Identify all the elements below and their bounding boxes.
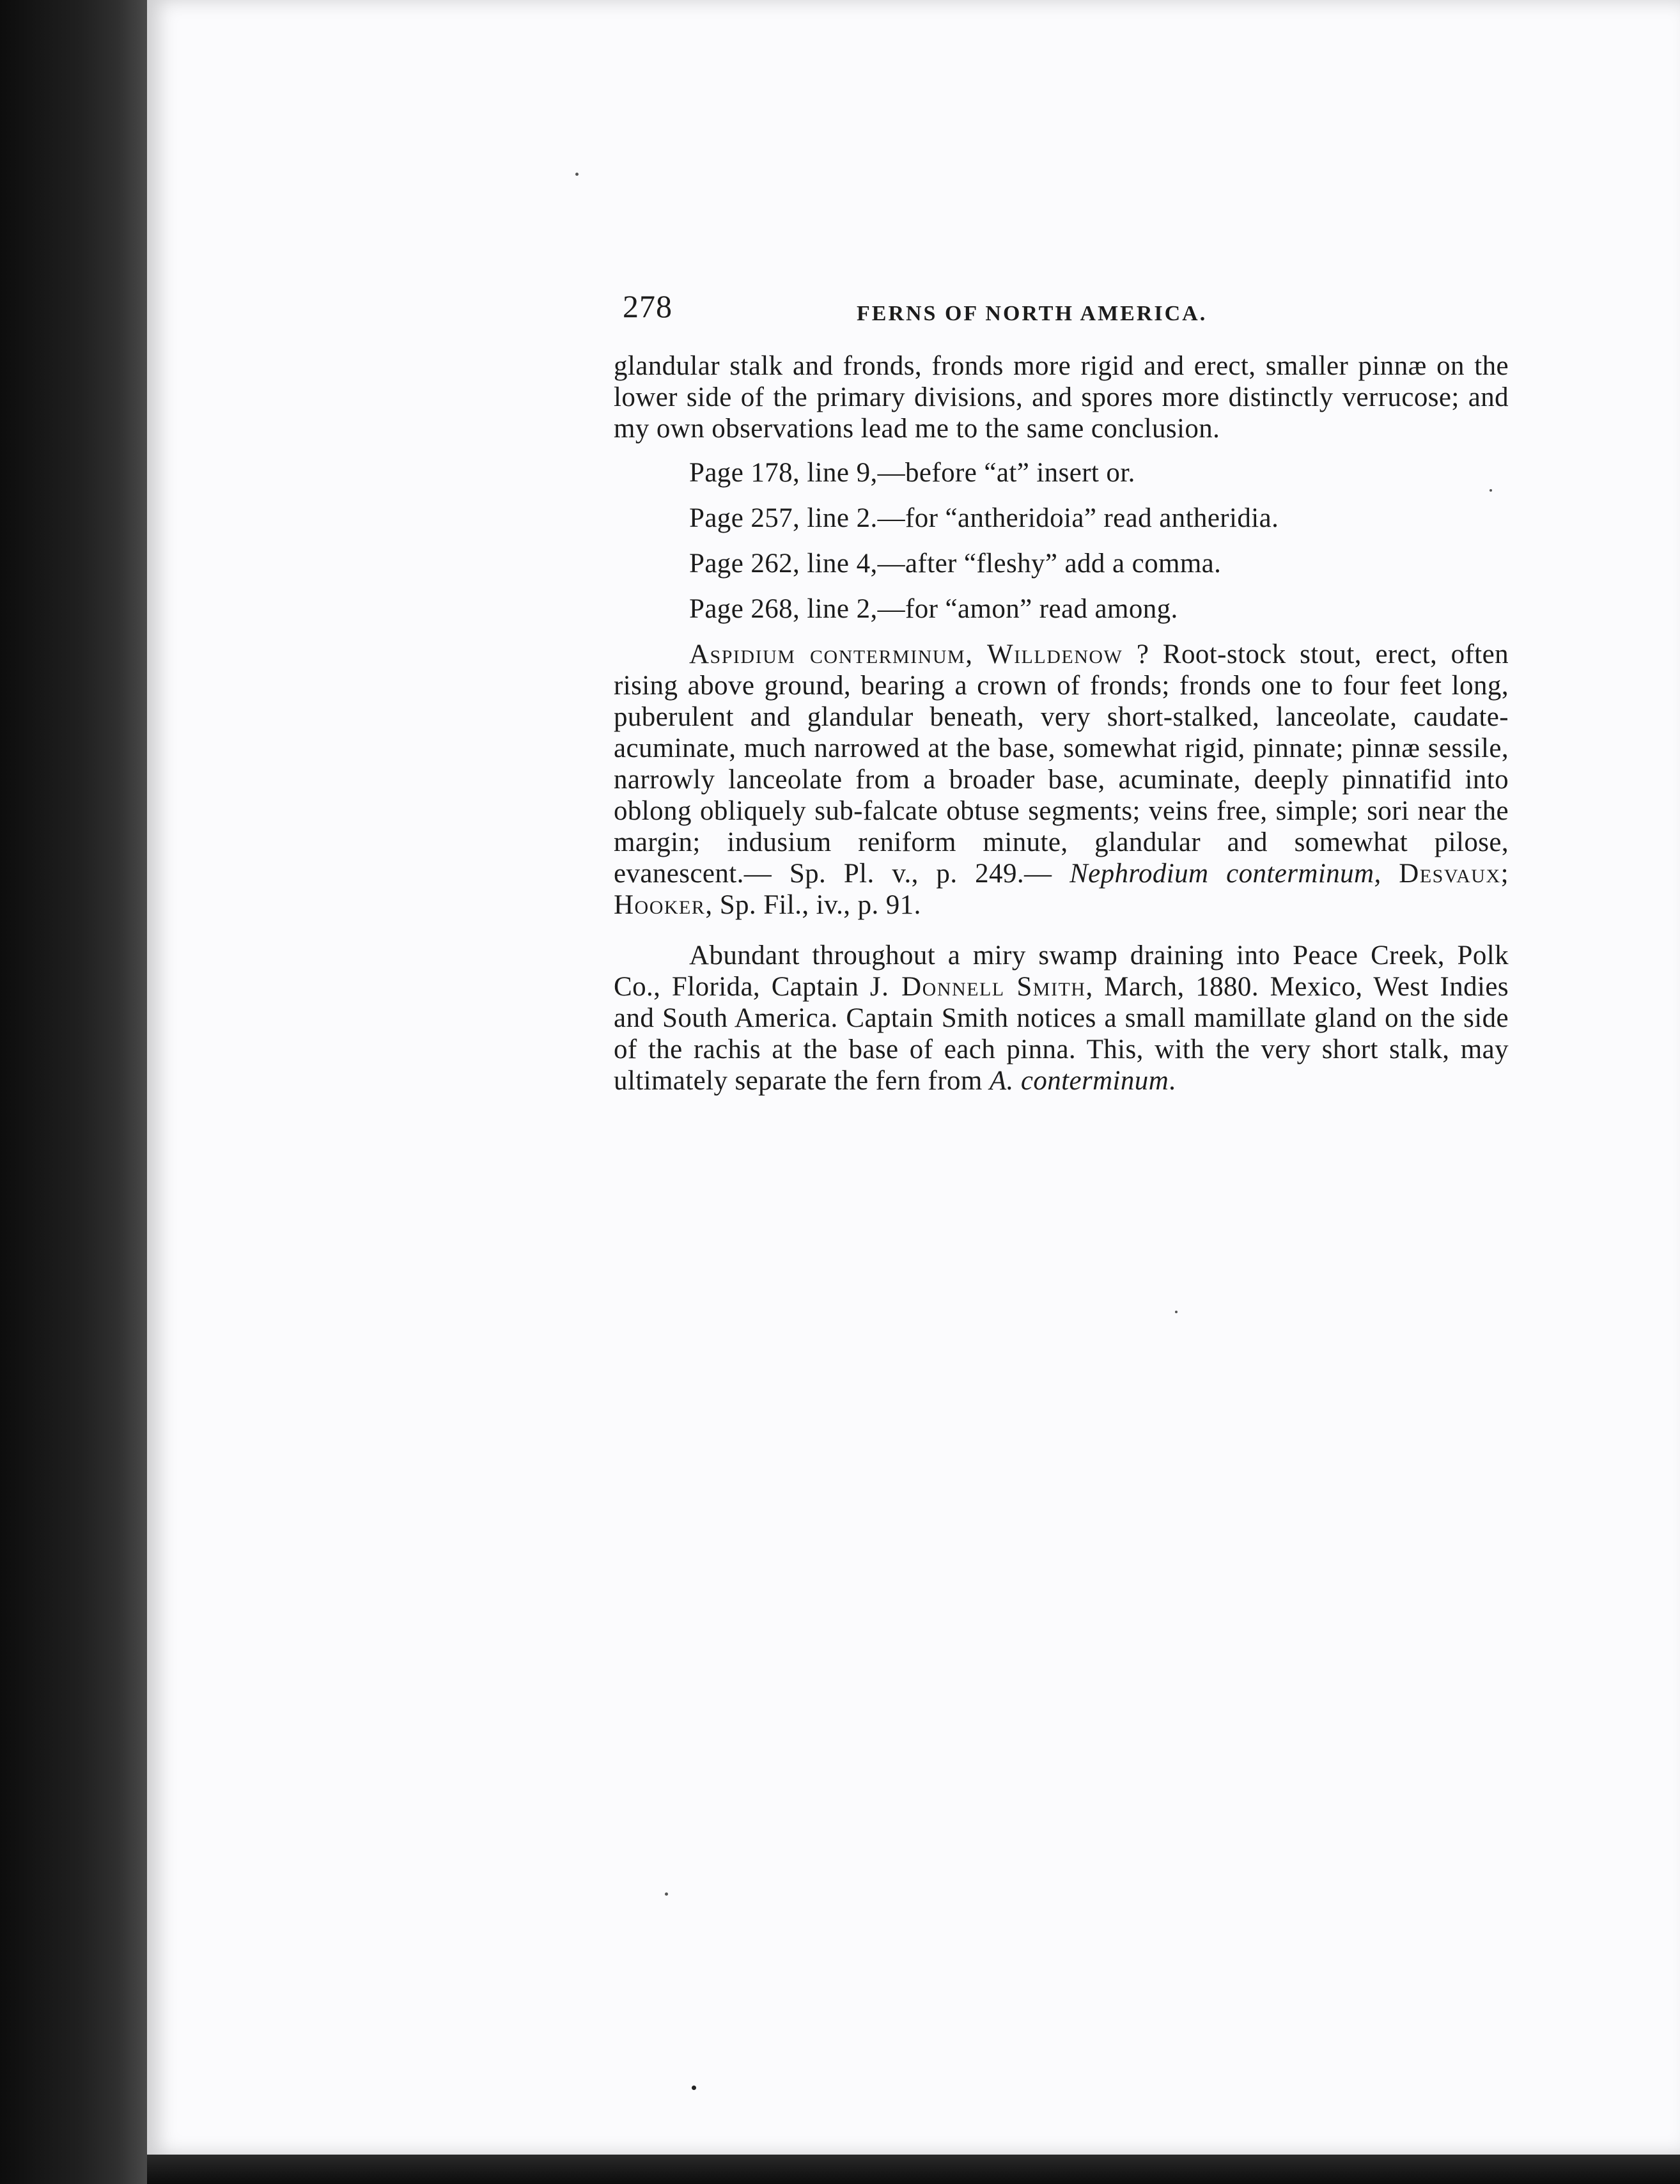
- reference-separator: ;: [1500, 859, 1509, 889]
- book-binding-edge: [0, 0, 147, 2184]
- erratum-correction: —before “at” insert or.: [877, 458, 1135, 488]
- erratum-correction: —for “antheridoia” read antheridia.: [877, 503, 1279, 533]
- synonym-author: Desvaux: [1399, 859, 1501, 889]
- scan-speck: [692, 2086, 696, 2090]
- erratum-reference: Page 257, line 2.: [689, 503, 878, 533]
- habitat-text: Abundant throughout a miry swamp draining into Peace Creek, Polk Co., Florida, Captain: [614, 940, 1509, 1002]
- habitat-end: .: [1169, 1066, 1176, 1096]
- scan-speck: [575, 173, 579, 176]
- running-title: FERNS OF NORTH AMERICA.: [857, 302, 1208, 325]
- collector-name: J. Donnell Smith: [869, 972, 1086, 1002]
- page-content: [614, 288, 1509, 1096]
- species-description: [614, 639, 1509, 921]
- scan-speck: [665, 1892, 668, 1896]
- habitat-text: , March, 1880. Mexico, West Indies and South America. Captain Smith notices a small mamillate gland on the side of the rachis at the base of each pinna. This, with the very short stalk, may ultimately separate the fern from: [614, 972, 1509, 1096]
- errata-list: [614, 457, 1509, 625]
- erratum-reference: Page 178, line 9,: [689, 458, 878, 488]
- erratum-item: [614, 548, 1509, 579]
- page-number: 278: [623, 288, 673, 324]
- continued-paragraph: glandular stalk and fronds, fronds more rigid and erect, smaller pinnæ on the lower side of the primary divisions, and spores more distinctly verrucose; and my own observations lead me to the same conclusion.: [614, 351, 1509, 444]
- running-head: [614, 288, 1509, 339]
- erratum-reference: Page 268, line 2,: [689, 594, 878, 624]
- synonym-name: Nephrodium conterminum,: [1069, 859, 1381, 889]
- species-reference: A. conterminum: [989, 1066, 1169, 1096]
- erratum-item: [614, 457, 1509, 488]
- species-name: Aspidium conterminum,: [689, 639, 974, 669]
- erratum-item: [614, 593, 1509, 625]
- erratum-correction: —after “fleshy” add a comma.: [877, 549, 1222, 579]
- species-author: Willdenow: [986, 639, 1123, 669]
- scan-speck: [1175, 1311, 1178, 1313]
- page-bottom-edge: [147, 2155, 1680, 2184]
- erratum-reference: Page 262, line 4,: [689, 549, 878, 579]
- erratum-correction: —for “amon” read among.: [877, 594, 1178, 624]
- description-text: Root-stock stout, erect, often rising above ground, bearing a crown of fronds; fronds one to four feet long, puberulent and glandular beneath, very short-stalked, lanceolate, caudate-acuminate, much narrowed at the base, somewhat rigid, pinnate; pinnæ sessile, narrowly lanceolate from a broader base, acuminate, deeply pinnatifid into oblong obliquely sub-falcate obtuse segments; veins free, simple; sori near the margin; indusium reniform minute, glandular and somewhat pilose, evanescent.— Sp. Pl. v., p. 249.—: [614, 639, 1509, 889]
- reference-author: Hooker: [614, 890, 706, 920]
- query-mark: ?: [1136, 639, 1149, 669]
- erratum-item: [614, 503, 1509, 534]
- habitat-paragraph: [614, 940, 1509, 1096]
- reference-text: , Sp. Fil., iv., p. 91.: [705, 890, 921, 920]
